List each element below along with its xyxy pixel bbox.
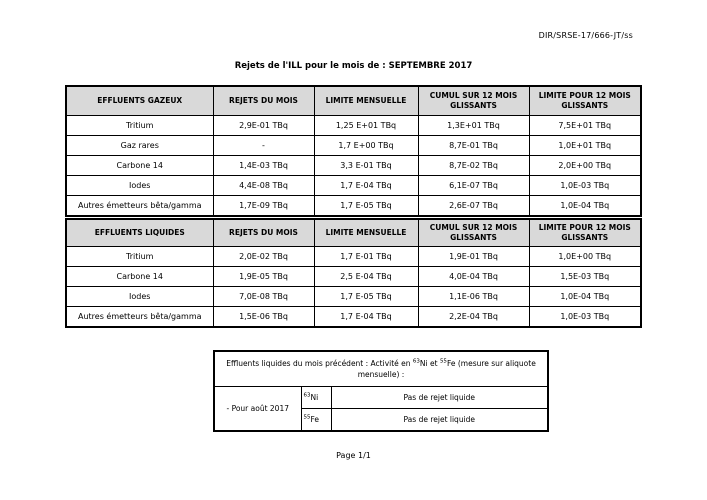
row-label: Gaz rares bbox=[66, 136, 213, 156]
value-cell: 1,0E+00 TBq bbox=[529, 247, 641, 267]
value-cell: 6,1E-07 TBq bbox=[418, 176, 529, 196]
value-cell: 1,0E-03 TBq bbox=[529, 307, 641, 328]
row-label: Autres émetteurs bêta/gamma bbox=[66, 196, 213, 217]
note-value: Pas de rejet liquide bbox=[331, 409, 548, 432]
row-label: Carbone 14 bbox=[66, 156, 213, 176]
document-reference: DIR/SRSE-17/666-JT/ss bbox=[538, 31, 633, 40]
column-header: LIMITE MENSUELLE bbox=[314, 86, 418, 116]
value-cell: 1,7 E-01 TBq bbox=[314, 247, 418, 267]
note-title-text: (mesure sur aliquote mensuelle) : bbox=[357, 358, 536, 379]
row-label: Autres émetteurs bêta/gamma bbox=[66, 307, 213, 328]
value-cell: 1,7E-09 TBq bbox=[213, 196, 314, 217]
nuclide-superscript: 55 bbox=[303, 414, 311, 421]
previous-month-note-box bbox=[213, 350, 549, 432]
nuclide-symbol: Fe bbox=[310, 415, 320, 424]
row-label: Iodes bbox=[66, 287, 213, 307]
column-header: LIMITE MENSUELLE bbox=[314, 219, 418, 247]
value-cell: 1,7 E+00 TBq bbox=[314, 136, 418, 156]
value-cell: 1,3E+01 TBq bbox=[418, 116, 529, 136]
value-cell: 1,7 E-04 TBq bbox=[314, 307, 418, 328]
value-cell: 8,7E-02 TBq bbox=[418, 156, 529, 176]
note-title-text: Effluents liquides du mois précédent : Activité en bbox=[226, 358, 413, 368]
table-header-row bbox=[66, 219, 641, 247]
nuclide-symbol: Ni bbox=[310, 393, 319, 402]
table-row bbox=[66, 176, 641, 196]
column-header: LIMITE POUR 12 MOIS GLISSANTS bbox=[529, 219, 641, 247]
effluents-gazeux-table bbox=[65, 85, 642, 217]
value-cell: 1,0E-04 TBq bbox=[529, 287, 641, 307]
nuclide-superscript: 55 bbox=[439, 358, 447, 365]
table-row bbox=[66, 196, 641, 217]
value-cell: 1,4E-03 TBq bbox=[213, 156, 314, 176]
table-row bbox=[66, 267, 641, 287]
table-row bbox=[66, 287, 641, 307]
table-row bbox=[66, 136, 641, 156]
note-title-row bbox=[214, 351, 548, 387]
table-row bbox=[66, 116, 641, 136]
document-title: Rejets de l'ILL pour le mois de : SEPTEMBRE 2017 bbox=[234, 61, 473, 71]
row-label: Tritium bbox=[66, 116, 213, 136]
value-cell: 2,2E-04 TBq bbox=[418, 307, 529, 328]
column-header: REJETS DU MOIS bbox=[213, 86, 314, 116]
nuclide-label bbox=[301, 387, 331, 409]
value-cell: 1,1E-06 TBq bbox=[418, 287, 529, 307]
value-cell: 1,0E-03 TBq bbox=[529, 176, 641, 196]
value-cell: 1,7 E-05 TBq bbox=[314, 196, 418, 217]
row-label: Tritium bbox=[66, 247, 213, 267]
value-cell: 2,6E-07 TBq bbox=[418, 196, 529, 217]
table-row bbox=[66, 247, 641, 267]
nuclide-superscript: 63 bbox=[303, 392, 311, 399]
value-cell: 4,0E-04 TBq bbox=[418, 267, 529, 287]
value-cell: 1,7 E-04 TBq bbox=[314, 176, 418, 196]
value-cell: 7,5E+01 TBq bbox=[529, 116, 641, 136]
column-header: EFFLUENTS LIQUIDES bbox=[66, 219, 213, 247]
note-value: Pas de rejet liquide bbox=[331, 387, 548, 409]
value-cell: 2,0E+00 TBq bbox=[529, 156, 641, 176]
column-header: REJETS DU MOIS bbox=[213, 219, 314, 247]
column-header: CUMUL SUR 12 MOIS GLISSANTS bbox=[418, 86, 529, 116]
row-label: Carbone 14 bbox=[66, 267, 213, 287]
value-cell: 4,4E-08 TBq bbox=[213, 176, 314, 196]
table-header-row bbox=[66, 86, 641, 116]
value-cell: 1,5E-06 TBq bbox=[213, 307, 314, 328]
value-cell: 1,7 E-05 TBq bbox=[314, 287, 418, 307]
value-cell: 1,9E-05 TBq bbox=[213, 267, 314, 287]
table-row bbox=[66, 307, 641, 328]
nuclide-label bbox=[301, 409, 331, 432]
table-row bbox=[66, 156, 641, 176]
value-cell: 3,3 E-01 TBq bbox=[314, 156, 418, 176]
row-label: Iodes bbox=[66, 176, 213, 196]
value-cell: 1,25 E+01 TBq bbox=[314, 116, 418, 136]
column-header: CUMUL SUR 12 MOIS GLISSANTS bbox=[418, 219, 529, 247]
note-period-label: - Pour août 2017 bbox=[214, 387, 301, 432]
value-cell: 1,0E+01 TBq bbox=[529, 136, 641, 156]
value-cell: 2,5 E-04 TBq bbox=[314, 267, 418, 287]
nuclide-symbol: Fe bbox=[446, 358, 456, 368]
value-cell: - bbox=[213, 136, 314, 156]
value-cell: 1,9E-01 TBq bbox=[418, 247, 529, 267]
value-cell: 2,0E-02 TBq bbox=[213, 247, 314, 267]
nuclide-symbol: Ni bbox=[419, 358, 428, 368]
value-cell: 7,0E-08 TBq bbox=[213, 287, 314, 307]
value-cell: 2,9E-01 TBq bbox=[213, 116, 314, 136]
value-cell: 8,7E-01 TBq bbox=[418, 136, 529, 156]
column-header: EFFLUENTS GAZEUX bbox=[66, 86, 213, 116]
column-header: LIMITE POUR 12 MOIS GLISSANTS bbox=[529, 86, 641, 116]
value-cell: 1,5E-03 TBq bbox=[529, 267, 641, 287]
nuclide-superscript: 63 bbox=[412, 358, 420, 365]
effluents-liquides-table bbox=[65, 218, 642, 328]
note-row bbox=[214, 387, 548, 409]
note-title bbox=[214, 351, 548, 387]
note-title-text: et bbox=[427, 358, 440, 368]
value-cell: 1,0E-04 TBq bbox=[529, 196, 641, 217]
page-number: Page 1/1 bbox=[336, 451, 371, 460]
